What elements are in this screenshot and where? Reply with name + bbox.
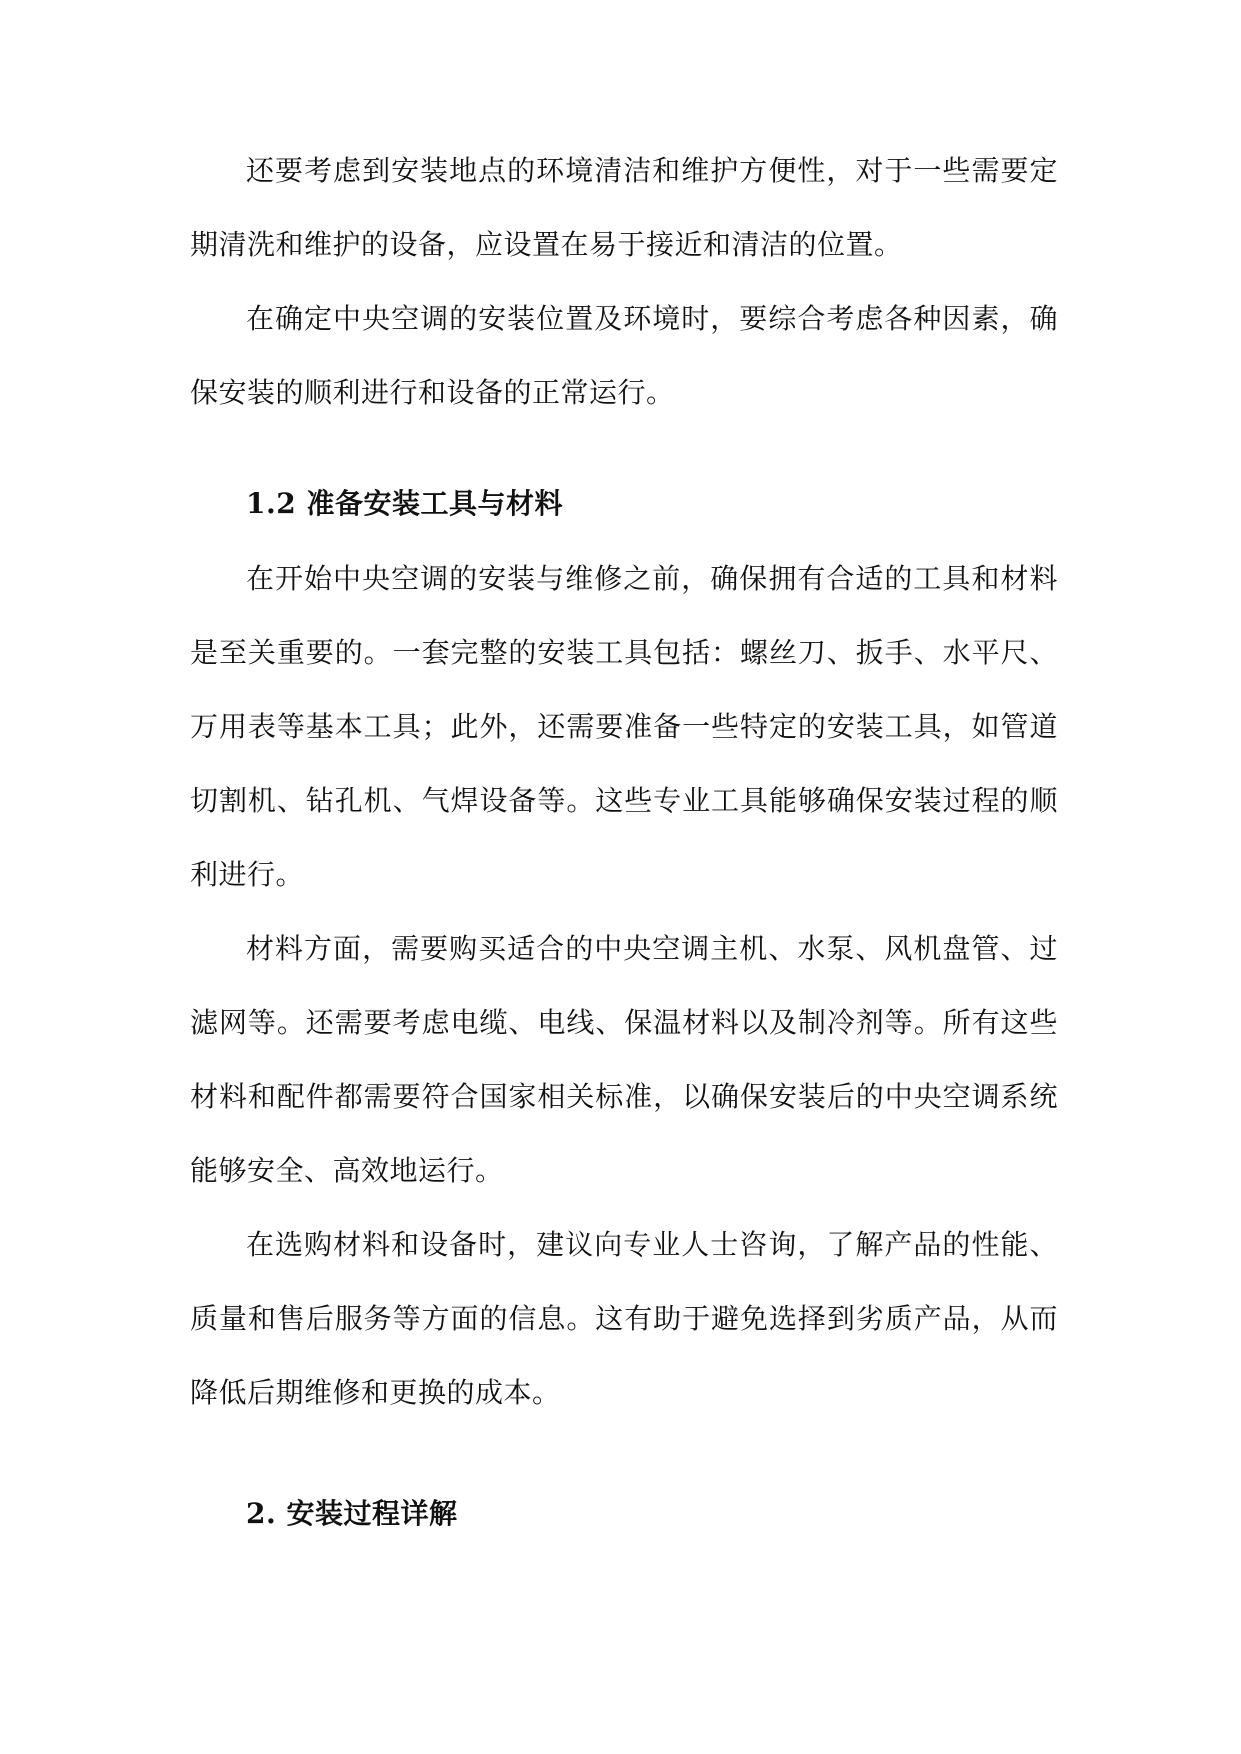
paragraph-materials: 材料方面，需要购买适合的中央空调主机、水泵、风机盘管、过滤网等。还需要考虑电缆、电线、保温材料以及制冷剂等。所有这些材料和配件都需要符合国家相关标准，以确保安装后的中央空调系统能够安全、高效地运行。: [190, 932, 1058, 1187]
paragraph-tools: 在开始中央空调的安装与维修之前，确保拥有合适的工具和材料是至关重要的。一套完整的安装工具包括：螺丝刀、扳手、水平尺、万用表等基本工具；此外，还需要准备一些特定的安装工具，如管道切割机、钻孔机、气焊设备等。这些专业工具能够确保安装过程的顺利进行。: [190, 562, 1058, 891]
paragraph-installation-location-summary: 在确定中央空调的安装位置及环境时，要综合考虑各种因素，确保安装的顺利进行和设备的正常运行。: [190, 302, 1058, 409]
paragraph-purchasing-advice: 在选购材料和设备时，建议向专业人士咨询，了解产品的性能、质量和售后服务等方面的信息。这有助于避免选择到劣质产品，从而降低后期维修和更换的成本。: [190, 1228, 1058, 1409]
paragraph-environment-cleaning: 还要考虑到安装地点的环境清洁和维护方便性，对于一些需要定期清洗和维护的设备，应设置在易于接近和清洁的位置。: [190, 154, 1058, 261]
section-heading-1-2: 1.2 准备安装工具与材料: [246, 487, 563, 520]
section-heading-2: 2. 安装过程详解: [246, 1497, 458, 1530]
